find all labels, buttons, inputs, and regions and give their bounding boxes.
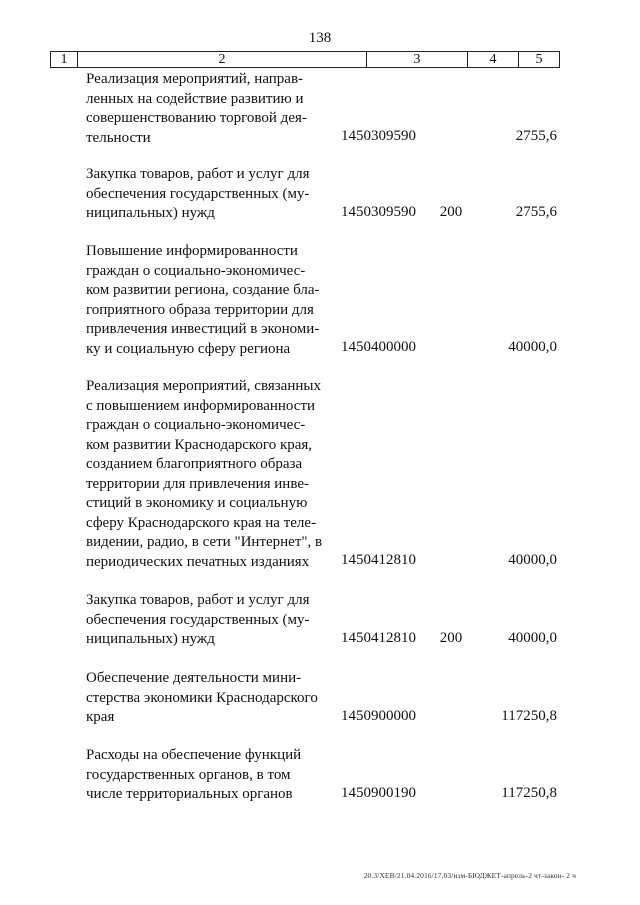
header-col-5: 5 [535, 52, 543, 67]
row-amount: 117250,8 [501, 785, 557, 801]
row-amount: 40000,0 [508, 339, 557, 355]
row-description: Закупка товаров, работ и услуг для обеспечения государственных (му- ниципальных) нужд [86, 166, 310, 221]
row-code: 1450309590 [341, 128, 416, 144]
row-amount: 2755,6 [515, 128, 557, 144]
header-col-3: 3 [413, 52, 421, 67]
row-description: Повышение информированности граждан о социально-экономичес- ком развитии региона, создание бла- гоприятного образа территории для привлечения инвестиций в экономи- ку и социальную сферу региона [86, 243, 320, 357]
header-col-1: 1 [60, 52, 68, 67]
row-code: 1450900000 [341, 708, 416, 724]
row-code: 1450412810 [341, 552, 416, 568]
row-amount: 2755,6 [515, 204, 557, 220]
row-amount: 40000,0 [508, 552, 557, 568]
row-amount: 40000,0 [508, 630, 557, 646]
row-description: Реализация мероприятий, направ- ленных на содействие развитию и совершенствованию торговой дея- тельности [86, 71, 307, 146]
header-col-2: 2 [218, 52, 226, 67]
row-code: 1450412810 [341, 630, 416, 646]
row-description: Обеспечение деятельности мини- стерства экономики Краснодарского края [86, 670, 318, 725]
header-col-4: 4 [489, 52, 497, 67]
row-code: 1450309590 [341, 204, 416, 220]
row-description: Реализация мероприятий, связанных с повышением информированности граждан о социально-экономичес- ком развитии Краснодарского края, созданием благоприятного образа территории для привлечения инве- стиций в экономику и социальную сферу Краснодарского края на теле- видении, радио, в сети "Интернет", в периодических печатных изданиях [86, 378, 323, 570]
row-code: 1450400000 [341, 339, 416, 355]
row-code: 1450900190 [341, 785, 416, 801]
footer-stamp: 20.3/ХЕВ/21.04.2016/17.03/изм-БЮДЖЕТ-апрель-2 чт-закон- 2 ч [363, 871, 576, 880]
table-header [50, 51, 560, 68]
row-amount: 117250,8 [501, 708, 557, 724]
page-number: 138 [308, 30, 332, 46]
row-kvr: 200 [439, 630, 463, 646]
row-description: Расходы на обеспечение функций государственных органов, в том числе территориальных органов [86, 747, 302, 802]
row-kvr: 200 [439, 204, 463, 220]
row-description: Закупка товаров, работ и услуг для обеспечения государственных (му- ниципальных) нужд [86, 592, 310, 647]
